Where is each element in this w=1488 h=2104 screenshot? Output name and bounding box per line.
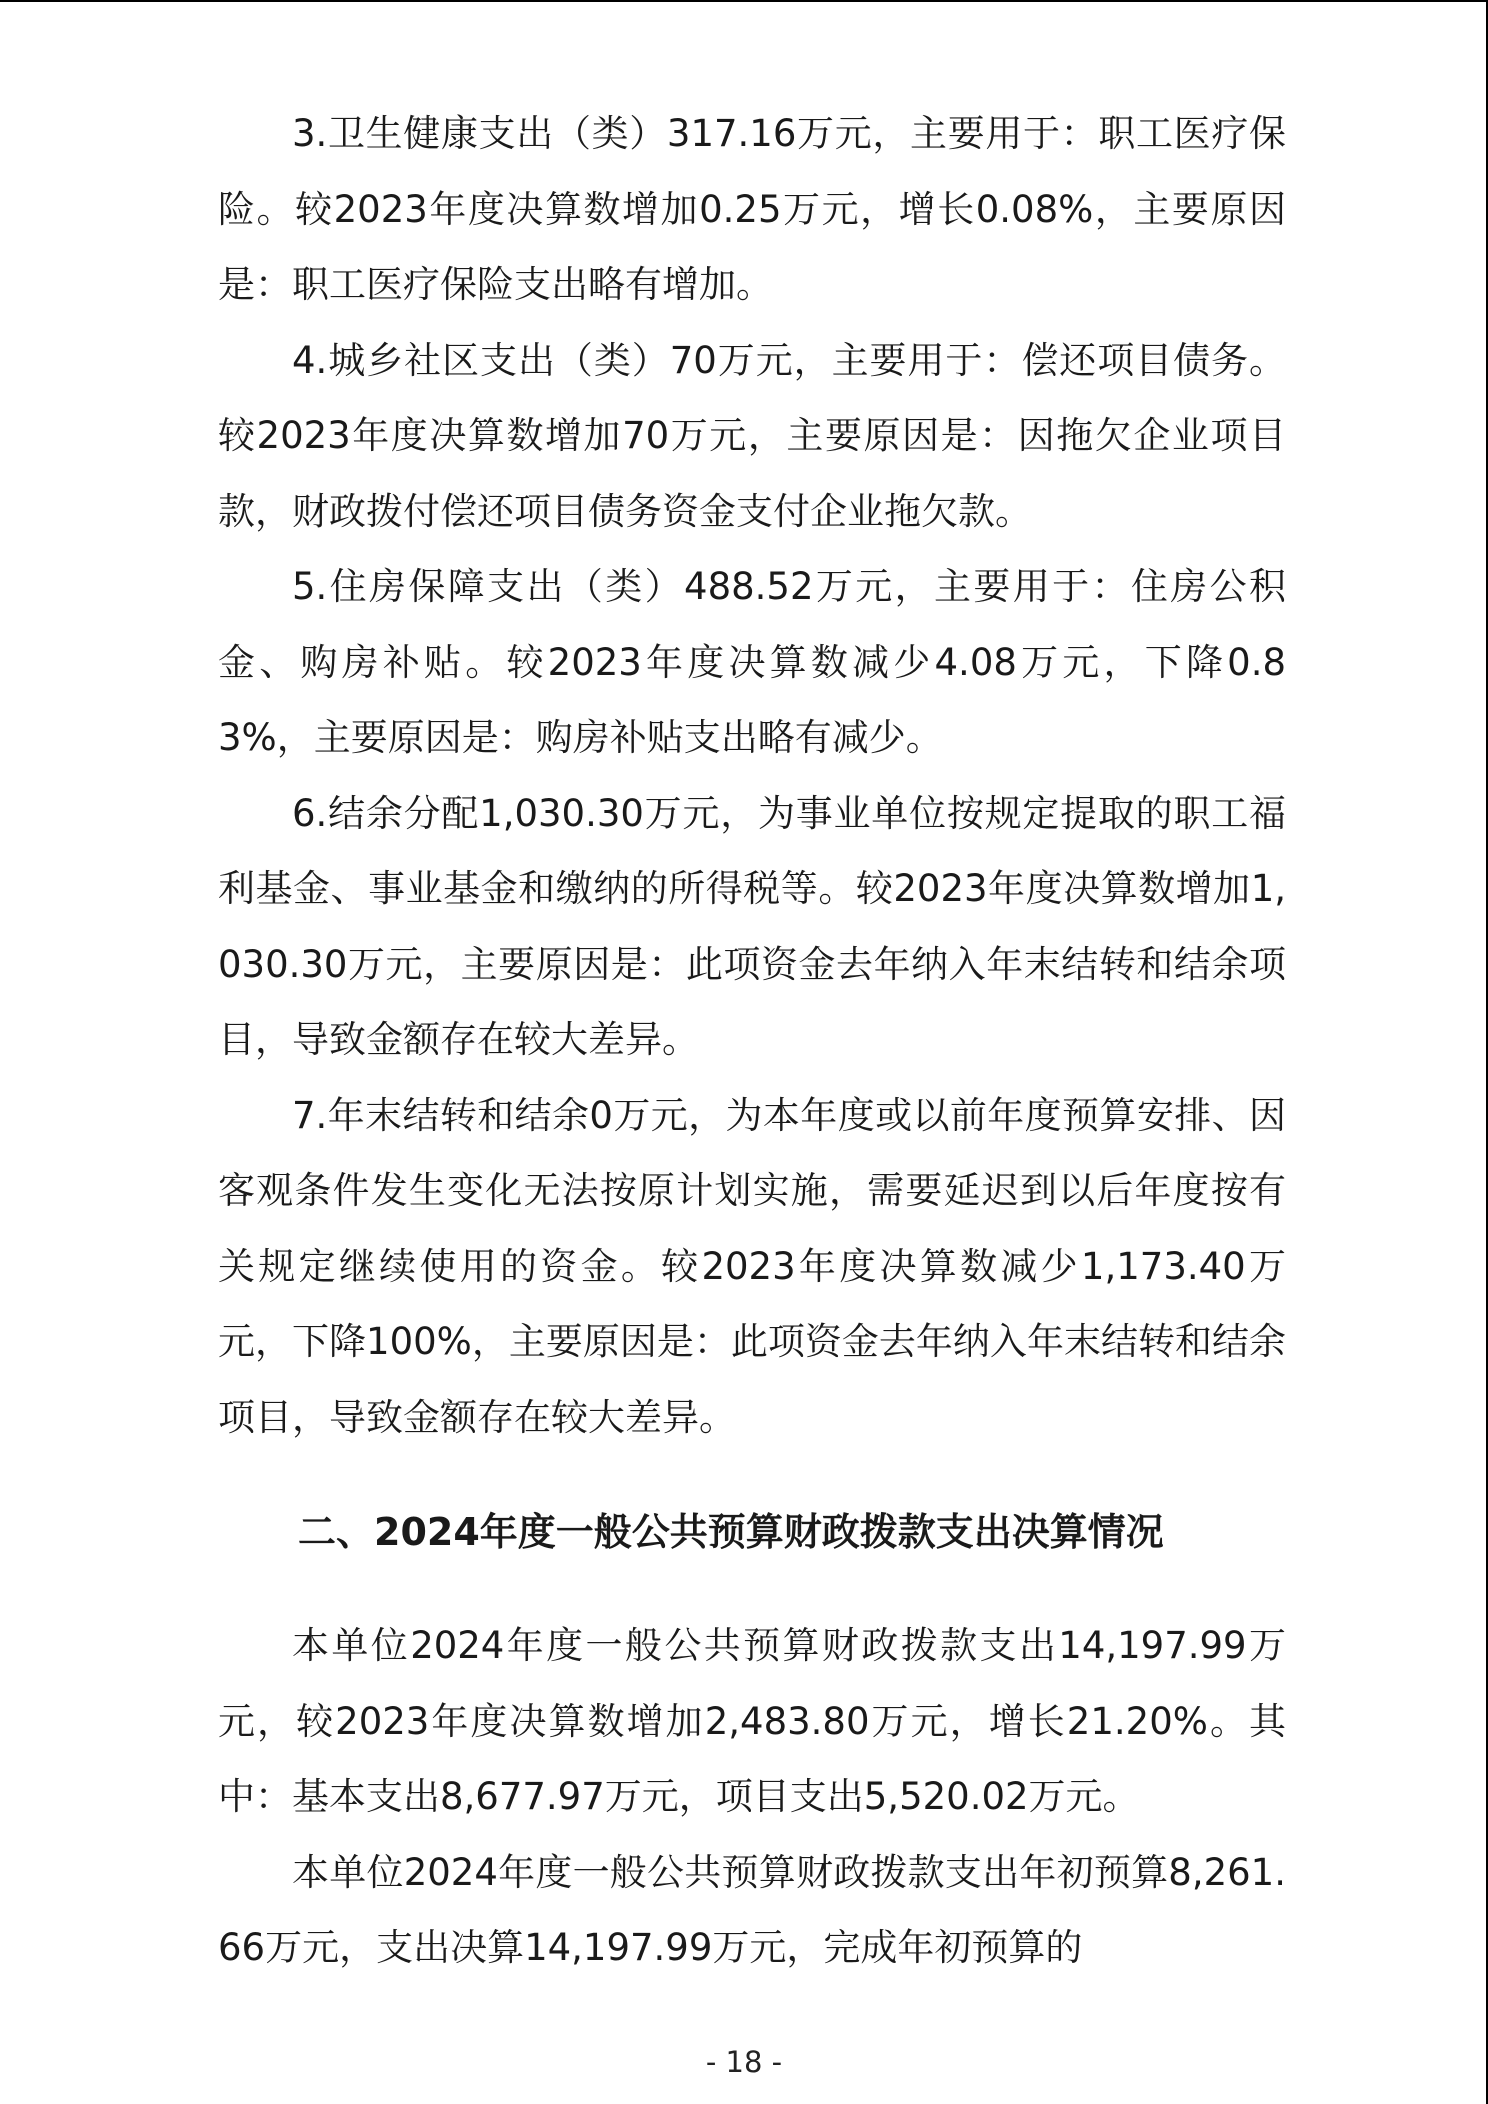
- paragraph-year-end-carryover: 7.年末结转和结余0万元，为本年度或以前年度预算安排、因客观条件发生变化无法按原计划实施，需要延迟到以后年度按有关规定继续使用的资金。较2023年度决算数减少1,173.40万元，下降100%，主要原因是：此项资金去年纳入年末结转和结余项目，导致金额存在较大差异。: [218, 1093, 1286, 1439]
- paragraph-surplus-distribution: 6.结余分配1,030.30万元，为事业单位按规定提取的职工福利基金、事业基金和缴纳的所得税等。较2023年度决算数增加1,030.30万元，主要原因是：此项资金去年纳入年末结转和结余项目，导致金额存在较大差异。: [218, 791, 1286, 1061]
- paragraph-health-expenditure: 3.卫生健康支出（类）317.16万元，主要用于：职工医疗保险。较2023年度决算数增加0.25万元，增长0.08%，主要原因是：职工医疗保险支出略有增加。: [218, 112, 1286, 306]
- paragraph-initial-budget: 本单位2024年度一般公共预算财政拨款支出年初预算8,261.66万元，支出决算14,197.99万元，完成年初预算的: [218, 1850, 1286, 1969]
- page-number: - 18 -: [705, 2045, 783, 2079]
- paragraph-housing-expenditure: 5.住房保障支出（类）488.52万元，主要用于：住房公积金、购房补贴。较2023年度决算数减少4.08万元，下降0.83%，主要原因是：购房补贴支出略有减少。: [218, 565, 1286, 759]
- paragraph-general-budget-summary: 本单位2024年度一般公共预算财政拨款支出14,197.99万元，较2023年度决算数增加2,483.80万元，增长21.20%。其中：基本支出8,677.97万元，项目支出5,520.02万元。: [218, 1624, 1286, 1818]
- section-heading: 二、2024年度一般公共预算财政拨款支出决算情况: [298, 1510, 1164, 1554]
- paragraph-urban-rural-expenditure: 4.城乡社区支出（类）70万元，主要用于：偿还项目债务。较2023年度决算数增加70万元，主要原因是：因拖欠企业项目款，财政拨付偿还项目债务资金支付企业拖欠款。: [218, 338, 1286, 533]
- document-body: [218, 96, 1286, 1986]
